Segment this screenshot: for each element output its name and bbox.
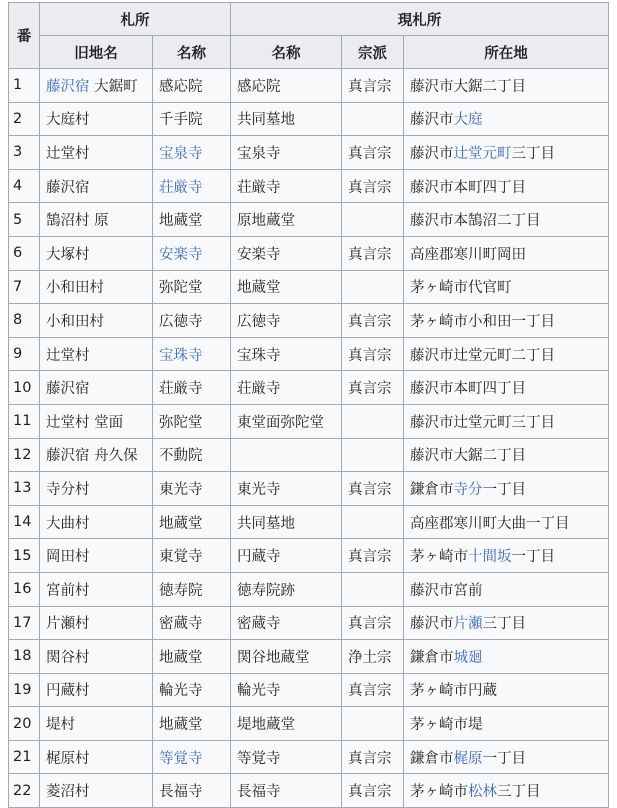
location-cell bbox=[404, 472, 609, 506]
table-row bbox=[9, 371, 609, 405]
location-cell bbox=[404, 438, 609, 472]
wiki-link[interactable]: 城廻 bbox=[453, 649, 483, 666]
location-cell bbox=[404, 572, 609, 606]
cell-text: 地蔵堂 bbox=[159, 649, 203, 666]
wiki-link[interactable]: 松林 bbox=[468, 784, 497, 801]
cell-text: 鵠沼村 原 bbox=[46, 213, 109, 230]
current-name-cell: 東光寺 bbox=[231, 472, 342, 506]
cell-text: 円蔵村 bbox=[46, 683, 90, 700]
old-place-cell bbox=[40, 136, 153, 170]
header-location: 所在地 bbox=[404, 36, 609, 69]
row-number: 2 bbox=[9, 102, 40, 136]
temple-name-cell bbox=[153, 606, 231, 640]
cell-text: 藤沢市大鋸二丁目 bbox=[410, 78, 526, 95]
cell-text: 藤沢市辻堂元町三丁目 bbox=[410, 414, 555, 431]
row-number: 17 bbox=[9, 606, 40, 640]
sect-cell bbox=[342, 707, 404, 741]
old-place-cell bbox=[40, 236, 153, 270]
row-number: 9 bbox=[9, 337, 40, 371]
temple-name-cell bbox=[153, 270, 231, 304]
current-name-cell: 東堂面弥陀堂 bbox=[231, 404, 342, 438]
cell-text: 小和田村 bbox=[46, 280, 104, 297]
cell-text: 高座郡寒川町大曲一丁目 bbox=[410, 515, 570, 532]
cell-text: 大鋸町 bbox=[89, 78, 138, 95]
sect-cell bbox=[342, 438, 404, 472]
wiki-link[interactable]: 宝珠寺 bbox=[159, 347, 203, 364]
cell-text: 大庭村 bbox=[46, 112, 90, 129]
sect-cell: 真言宗 bbox=[342, 740, 404, 774]
cell-text: 藤沢市 bbox=[410, 112, 454, 129]
sect-cell: 真言宗 bbox=[342, 539, 404, 573]
temple-name-cell bbox=[153, 337, 231, 371]
row-number: 11 bbox=[9, 404, 40, 438]
old-place-cell bbox=[40, 69, 153, 103]
sect-cell bbox=[342, 270, 404, 304]
cell-text: 一丁目 bbox=[482, 481, 526, 498]
location-cell bbox=[404, 270, 609, 304]
cell-text: 藤沢市本鵠沼二丁目 bbox=[410, 213, 541, 230]
fudasho-table bbox=[8, 2, 609, 808]
cell-text: 長福寺 bbox=[159, 784, 203, 801]
location-cell bbox=[404, 236, 609, 270]
table-row bbox=[9, 505, 609, 539]
temple-name-cell bbox=[153, 640, 231, 674]
table-row bbox=[9, 438, 609, 472]
cell-text: 一丁目 bbox=[482, 750, 526, 767]
cell-text: 藤沢市大鋸二丁目 bbox=[410, 448, 526, 465]
temple-name-cell bbox=[153, 774, 231, 808]
header-old-place: 旧地名 bbox=[40, 36, 153, 69]
cell-text: 菱沼村 bbox=[46, 784, 90, 801]
temple-name-cell bbox=[153, 438, 231, 472]
cell-text: 茅ヶ崎市 bbox=[410, 784, 468, 801]
row-number: 6 bbox=[9, 236, 40, 270]
location-cell bbox=[404, 707, 609, 741]
cell-text: 藤沢市 bbox=[410, 145, 454, 162]
row-number: 20 bbox=[9, 707, 40, 741]
location-cell bbox=[404, 136, 609, 170]
old-place-cell bbox=[40, 438, 153, 472]
cell-text: 東光寺 bbox=[159, 481, 203, 498]
old-place-cell bbox=[40, 102, 153, 136]
cell-text: 三丁目 bbox=[482, 616, 526, 633]
location-cell bbox=[404, 404, 609, 438]
header-row-sub bbox=[9, 36, 609, 69]
wiki-link[interactable]: 十間坂 bbox=[468, 549, 512, 566]
cell-text: 地蔵堂 bbox=[159, 717, 203, 734]
location-cell bbox=[404, 740, 609, 774]
header-current-fudasho: 現札所 bbox=[231, 3, 609, 36]
header-row-top bbox=[9, 3, 609, 36]
wiki-link[interactable]: 辻堂元町 bbox=[453, 145, 512, 162]
current-name-cell: 密蔵寺 bbox=[231, 606, 342, 640]
row-number: 16 bbox=[9, 572, 40, 606]
location-cell bbox=[404, 169, 609, 203]
wiki-link[interactable]: 宝泉寺 bbox=[159, 145, 203, 162]
current-name-cell: 堤地蔵堂 bbox=[231, 707, 342, 741]
table-row bbox=[9, 337, 609, 371]
sect-cell bbox=[342, 572, 404, 606]
table-row bbox=[9, 774, 609, 808]
table-body bbox=[9, 69, 609, 808]
current-name-cell: 長福寺 bbox=[231, 774, 342, 808]
cell-text: 茅ヶ崎市代官町 bbox=[410, 280, 512, 297]
sect-cell bbox=[342, 203, 404, 237]
current-name-cell: 原地蔵堂 bbox=[231, 203, 342, 237]
location-cell bbox=[404, 371, 609, 405]
current-name-cell: 共同墓地 bbox=[231, 102, 342, 136]
row-number: 14 bbox=[9, 505, 40, 539]
location-cell bbox=[404, 69, 609, 103]
cell-text: 大塚村 bbox=[46, 246, 90, 263]
table-row bbox=[9, 102, 609, 136]
temple-name-cell bbox=[153, 203, 231, 237]
cell-text: 関谷村 bbox=[46, 649, 90, 666]
location-cell bbox=[404, 640, 609, 674]
wiki-link[interactable]: 梶原 bbox=[453, 750, 483, 767]
table-row bbox=[9, 539, 609, 573]
current-name-cell: 安楽寺 bbox=[231, 236, 342, 270]
row-number: 22 bbox=[9, 774, 40, 808]
cell-text: 密蔵寺 bbox=[159, 616, 203, 633]
temple-name-cell bbox=[153, 707, 231, 741]
cell-text: 藤沢市宮前 bbox=[410, 582, 483, 599]
table-row bbox=[9, 673, 609, 707]
cell-text: 東覚寺 bbox=[159, 549, 203, 566]
temple-name-cell bbox=[153, 539, 231, 573]
wiki-link[interactable]: 大庭 bbox=[453, 112, 483, 129]
header-current-name: 名称 bbox=[231, 36, 342, 69]
sect-cell bbox=[342, 404, 404, 438]
current-name-cell: 等覚寺 bbox=[231, 740, 342, 774]
sect-cell: 真言宗 bbox=[342, 472, 404, 506]
current-name-cell: 徳寿院跡 bbox=[231, 572, 342, 606]
row-number: 5 bbox=[9, 203, 40, 237]
cell-text: 小和田村 bbox=[46, 313, 104, 330]
temple-name-cell bbox=[153, 472, 231, 506]
table-row bbox=[9, 707, 609, 741]
header-fudasho: 札所 bbox=[40, 3, 231, 36]
cell-text: 茅ヶ崎市小和田一丁目 bbox=[410, 313, 555, 330]
table-header bbox=[9, 3, 609, 69]
temple-name-cell bbox=[153, 169, 231, 203]
old-place-cell bbox=[40, 572, 153, 606]
cell-text: 梶原村 bbox=[46, 750, 90, 767]
table-row bbox=[9, 304, 609, 338]
header-sect: 宗派 bbox=[342, 36, 404, 69]
cell-text: 片瀬村 bbox=[46, 616, 90, 633]
cell-text: 岡田村 bbox=[46, 549, 90, 566]
row-number: 4 bbox=[9, 169, 40, 203]
cell-text: 辻堂村 bbox=[46, 145, 90, 162]
header-number: 番 bbox=[9, 3, 40, 69]
cell-text: 鎌倉市 bbox=[410, 481, 454, 498]
temple-name-cell bbox=[153, 304, 231, 338]
location-cell bbox=[404, 337, 609, 371]
cell-text: 辻堂村 堂面 bbox=[46, 414, 124, 431]
temple-name-cell bbox=[153, 69, 231, 103]
sect-cell: 真言宗 bbox=[342, 69, 404, 103]
table-row bbox=[9, 572, 609, 606]
temple-name-cell bbox=[153, 404, 231, 438]
location-cell bbox=[404, 102, 609, 136]
cell-text: 藤沢市本町四丁目 bbox=[410, 179, 526, 196]
wiki-link[interactable]: 等覚寺 bbox=[159, 750, 203, 767]
cell-text: 茅ヶ崎市 bbox=[410, 549, 468, 566]
current-name-cell: 宝泉寺 bbox=[231, 136, 342, 170]
cell-text: 大曲村 bbox=[46, 515, 90, 532]
cell-text: 荘厳寺 bbox=[159, 381, 203, 398]
cell-text: 鎌倉市 bbox=[410, 750, 454, 767]
wiki-link[interactable]: 寺分 bbox=[453, 481, 483, 498]
old-place-cell bbox=[40, 304, 153, 338]
cell-text: 高座郡寒川町岡田 bbox=[410, 246, 526, 263]
temple-name-cell bbox=[153, 102, 231, 136]
temple-name-cell bbox=[153, 136, 231, 170]
cell-text: 一丁目 bbox=[511, 549, 555, 566]
old-place-cell bbox=[40, 673, 153, 707]
table-row bbox=[9, 404, 609, 438]
cell-text: 徳寿院 bbox=[159, 582, 203, 599]
old-place-cell bbox=[40, 640, 153, 674]
current-name-cell bbox=[231, 438, 342, 472]
sect-cell bbox=[342, 102, 404, 136]
temple-name-cell bbox=[153, 371, 231, 405]
sect-cell bbox=[342, 505, 404, 539]
sect-cell: 真言宗 bbox=[342, 371, 404, 405]
temple-name-cell bbox=[153, 673, 231, 707]
cell-text: 三丁目 bbox=[511, 145, 555, 162]
sect-cell: 真言宗 bbox=[342, 136, 404, 170]
row-number: 19 bbox=[9, 673, 40, 707]
current-name-cell: 感応院 bbox=[231, 69, 342, 103]
table-row bbox=[9, 606, 609, 640]
sect-cell: 真言宗 bbox=[342, 774, 404, 808]
old-place-cell bbox=[40, 740, 153, 774]
cell-text: 鎌倉市 bbox=[410, 649, 454, 666]
current-name-cell: 関谷地蔵堂 bbox=[231, 640, 342, 674]
cell-text: 辻堂村 bbox=[46, 347, 90, 364]
cell-text: 藤沢市本町四丁目 bbox=[410, 381, 526, 398]
cell-text: 弥陀堂 bbox=[159, 414, 203, 431]
current-name-cell: 宝珠寺 bbox=[231, 337, 342, 371]
old-place-cell bbox=[40, 337, 153, 371]
row-number: 18 bbox=[9, 640, 40, 674]
table-row bbox=[9, 740, 609, 774]
cell-text: 輪光寺 bbox=[159, 683, 203, 700]
cell-text: 藤沢宿 舟久保 bbox=[46, 448, 138, 465]
old-place-cell bbox=[40, 505, 153, 539]
cell-text: 弥陀堂 bbox=[159, 280, 203, 297]
row-number: 15 bbox=[9, 539, 40, 573]
location-cell bbox=[404, 203, 609, 237]
wiki-link[interactable]: 藤沢宿 bbox=[46, 78, 90, 95]
old-place-cell bbox=[40, 404, 153, 438]
current-name-cell: 輪光寺 bbox=[231, 673, 342, 707]
wiki-link[interactable]: 荘厳寺 bbox=[159, 179, 203, 196]
cell-text: 茅ヶ崎市堤 bbox=[410, 717, 483, 734]
cell-text: 宮前村 bbox=[46, 582, 90, 599]
old-place-cell bbox=[40, 203, 153, 237]
table-row bbox=[9, 203, 609, 237]
cell-text: 広徳寺 bbox=[159, 313, 203, 330]
cell-text: 藤沢市辻堂元町二丁目 bbox=[410, 347, 555, 364]
current-name-cell: 地蔵堂 bbox=[231, 270, 342, 304]
current-name-cell: 円蔵寺 bbox=[231, 539, 342, 573]
cell-text: 藤沢市 bbox=[410, 616, 454, 633]
table-row bbox=[9, 136, 609, 170]
sect-cell: 真言宗 bbox=[342, 606, 404, 640]
cell-text: 不動院 bbox=[159, 448, 203, 465]
table-row bbox=[9, 270, 609, 304]
old-place-cell bbox=[40, 707, 153, 741]
cell-text: 藤沢宿 bbox=[46, 381, 90, 398]
current-name-cell: 広徳寺 bbox=[231, 304, 342, 338]
old-place-cell bbox=[40, 539, 153, 573]
cell-text: 茅ヶ崎市円蔵 bbox=[410, 683, 497, 700]
wiki-link[interactable]: 安楽寺 bbox=[159, 246, 203, 263]
temple-name-cell bbox=[153, 740, 231, 774]
wiki-link[interactable]: 片瀬 bbox=[453, 616, 483, 633]
cell-text: 三丁目 bbox=[497, 784, 541, 801]
cell-text: 地蔵堂 bbox=[159, 515, 203, 532]
cell-text: 堤村 bbox=[46, 717, 75, 734]
sect-cell: 真言宗 bbox=[342, 304, 404, 338]
location-cell bbox=[404, 539, 609, 573]
sect-cell: 真言宗 bbox=[342, 673, 404, 707]
cell-text: 藤沢宿 bbox=[46, 179, 90, 196]
header-name: 名称 bbox=[153, 36, 231, 69]
row-number: 10 bbox=[9, 371, 40, 405]
old-place-cell bbox=[40, 774, 153, 808]
table-row bbox=[9, 169, 609, 203]
cell-text: 感応院 bbox=[159, 78, 203, 95]
row-number: 13 bbox=[9, 472, 40, 506]
location-cell bbox=[404, 304, 609, 338]
current-name-cell: 荘厳寺 bbox=[231, 371, 342, 405]
current-name-cell: 共同墓地 bbox=[231, 505, 342, 539]
cell-text: 寺分村 bbox=[46, 481, 90, 498]
table-row bbox=[9, 236, 609, 270]
cell-text: 地蔵堂 bbox=[159, 213, 203, 230]
sect-cell: 浄土宗 bbox=[342, 640, 404, 674]
cell-text: 千手院 bbox=[159, 112, 203, 129]
row-number: 21 bbox=[9, 740, 40, 774]
row-number: 8 bbox=[9, 304, 40, 338]
row-number: 7 bbox=[9, 270, 40, 304]
location-cell bbox=[404, 606, 609, 640]
table-row bbox=[9, 69, 609, 103]
row-number: 12 bbox=[9, 438, 40, 472]
row-number: 3 bbox=[9, 136, 40, 170]
old-place-cell bbox=[40, 606, 153, 640]
old-place-cell bbox=[40, 371, 153, 405]
table-row bbox=[9, 472, 609, 506]
temple-name-cell bbox=[153, 505, 231, 539]
table-row bbox=[9, 640, 609, 674]
old-place-cell bbox=[40, 169, 153, 203]
sect-cell: 真言宗 bbox=[342, 337, 404, 371]
old-place-cell bbox=[40, 270, 153, 304]
row-number: 1 bbox=[9, 69, 40, 103]
current-name-cell: 荘厳寺 bbox=[231, 169, 342, 203]
temple-name-cell bbox=[153, 572, 231, 606]
sect-cell: 真言宗 bbox=[342, 169, 404, 203]
old-place-cell bbox=[40, 472, 153, 506]
location-cell bbox=[404, 774, 609, 808]
location-cell bbox=[404, 673, 609, 707]
temple-name-cell bbox=[153, 236, 231, 270]
location-cell bbox=[404, 505, 609, 539]
sect-cell: 真言宗 bbox=[342, 236, 404, 270]
